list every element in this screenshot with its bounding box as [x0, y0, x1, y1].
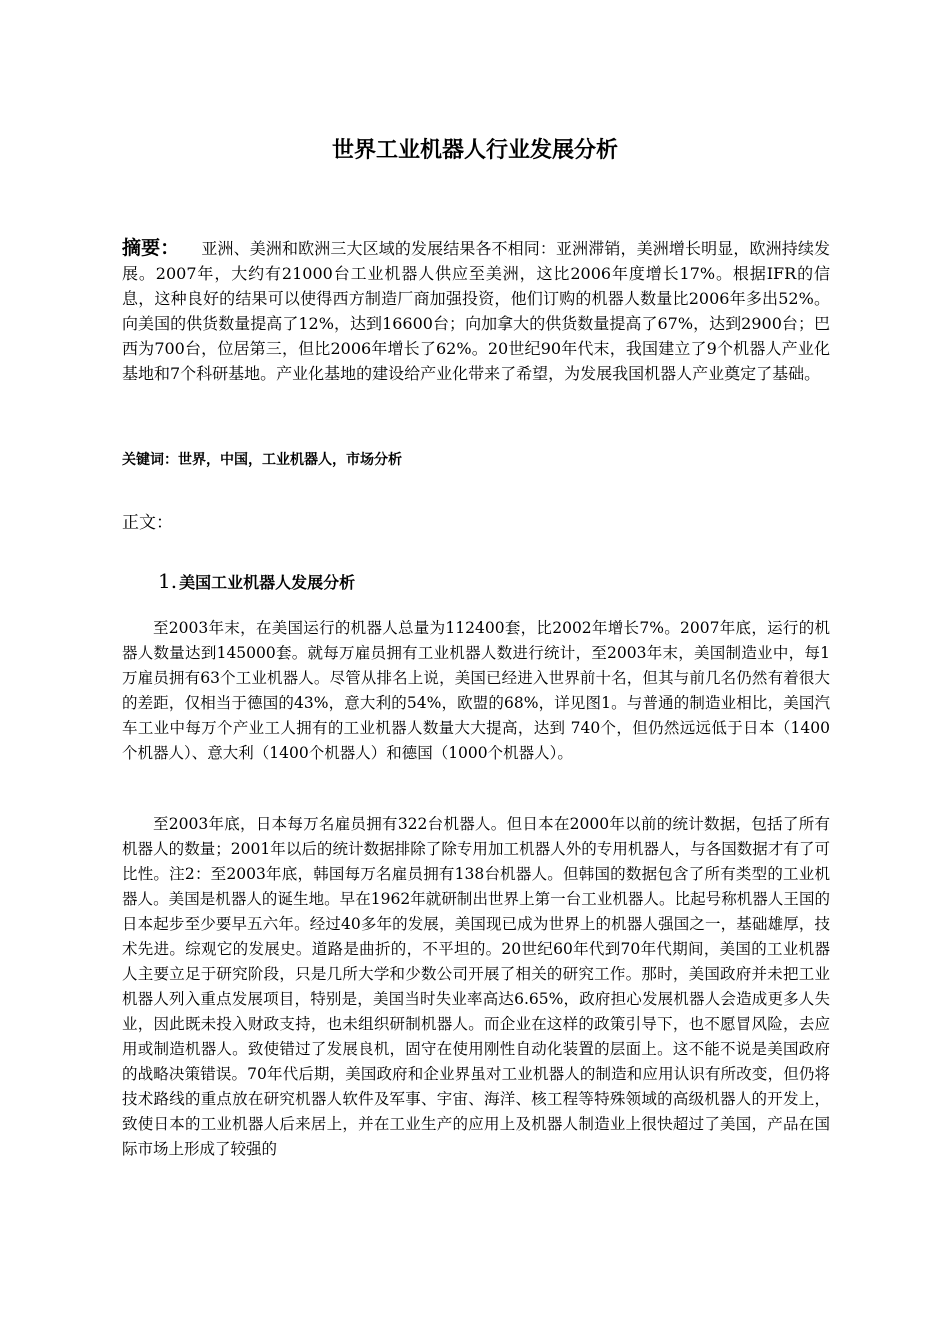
abstract-label: 摘要：: [122, 237, 180, 259]
paragraph: 至2003年底，日本每万名雇员拥有322台机器人。但日本在2000年以前的统计数据，包括了所有机器人的数量；2001年以后的统计数据排除了除专用加工机器人外的专用机器人，与各国数据才有了可比性。注2：至2003年底，韩国每万名雇员拥有138台机器人。但韩国的数据包含了所有类型的工业机器人。美国是机器人的诞生地。早在1962年就研制出世界上第一台工业机器人。比起号称机器人王国的日本起步至少要早五六年。经过40多年的发展，美国现已成为世界上的机器人强国之一，基础雄厚，技术先进。综观它的发展史。道路是曲折的，不平坦的。20世纪60年代到70年代期间，美国的工业机器人主要立足于研究阶段，只是几所大学和少数公司开展了相关的研究工作。那时，美国政府并未把工业机器人列入重点发展项目，特别是，美国当时失业率高达6.65%，政府担心发展机器人会造成更多人失业，因此既未投入财政支持，也未组织研制机器人。而企业在这样的政策引导下，也不愿冒风险，去应用或制造机器人。致使错过了发展良机，固守在使用刚性自动化装置的层面上。这不能不说是美国政府的战略决策错误。70年代后期，美国政府和企业界虽对工业机器人的制造和应用认识有所改变，但仍将技术路线的重点放在研究机器人软件及军事、宇宙、海洋、核工程等特殊领域的高级机器人的开发上，致使日本的工业机器人后来居上，并在工业生产的应用上及机器人制造业上很快超过了美国，产品在国际市场上形成了较强的: [122, 815, 830, 1158]
abstract: [122, 236, 830, 386]
section-number: 1.: [158, 569, 178, 593]
abstract-text: 亚洲、美洲和欧洲三大区域的发展结果各不相同：亚洲滞销，美洲增长明显，欧洲持续发展。2007年，大约有21000台工业机器人供应至美洲，这比2006年度增长17%。根据IFR的信息，这种良好的结果可以使得西方制造厂商加强投资，他们订购的机器人数量比2006年多出52%。向美国的供货数量提高了12%，达到16600台；向加拿大的供货数量提高了67%，达到2900台；巴西为700台，位居第三，但比2006年增长了62%。20世纪90年代末，我国建立了9个机器人产业化基地和7个科研基地。产业化基地的建设给产业化带来了希望，为发展我国机器人产业奠定了基础。: [122, 239, 830, 383]
section-heading: [158, 568, 355, 596]
keywords: 关键词：世界，中国，工业机器人，市场分析: [122, 452, 402, 468]
section-title: 美国工业机器人发展分析: [179, 573, 356, 592]
paragraph: 至2003年末，在美国运行的机器人总量为112400套，比2002年增长7%。2007年底，运行的机器人数量达到145000套。就每万雇员拥有工业机器人数进行统计，至2003年末，美国制造业中，每1万雇员拥有63个工业机器人。尽管从排名上说，美国已经进入世界前十名，但其与前几名仍然有着很大的差距，仅相当于德国的43%，意大利的54%，欧盟的68%，详见图1。与普通的制造业相比，美国汽车工业中每万个产业工人拥有的工业机器人数量大大提高，达到 740个，但仍然远远低于日本（1400个机器人）、意大利（1400个机器人）和德国（1000个机器人）。: [122, 619, 830, 762]
body-heading: 正文：: [122, 513, 173, 533]
document-title: 世界工业机器人行业发展分析: [331, 138, 618, 163]
